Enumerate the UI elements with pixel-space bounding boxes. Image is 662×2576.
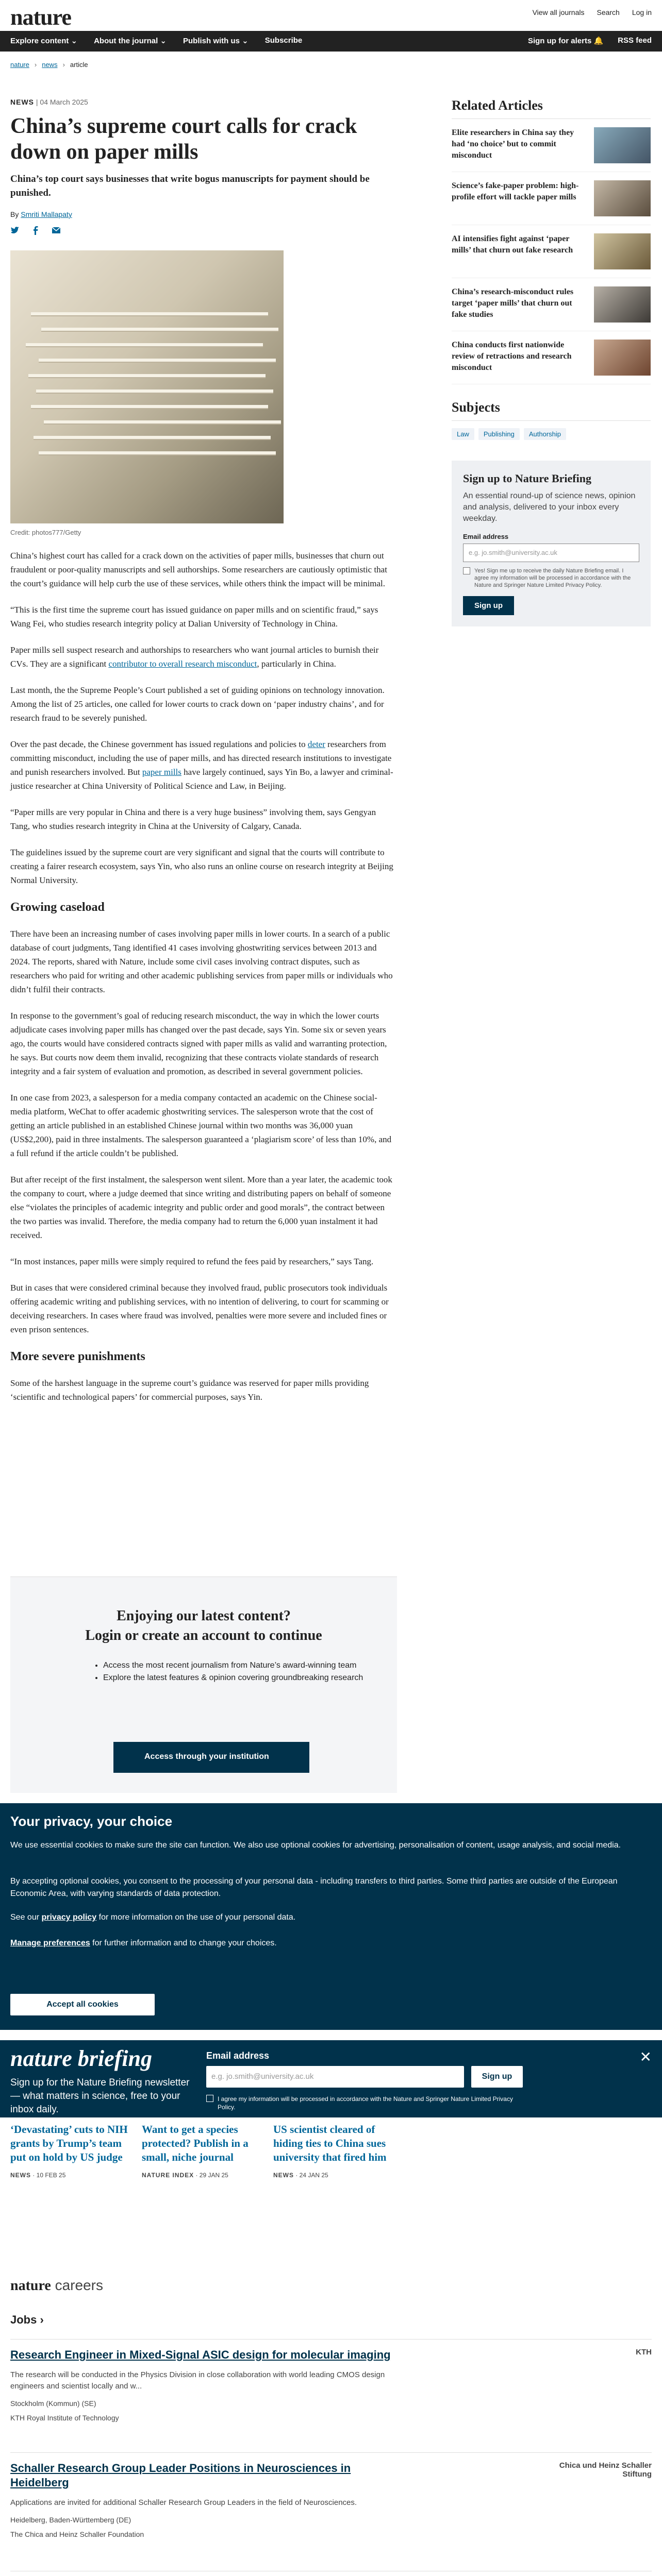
paragraph: Over the past decade, the Chinese government has issued regulations and policies to deter researchers from committing misconduct, including the use of paper mills, and has directed research institutions to investigate and punish researchers involved. But paper mills have largely continued, says Yin Bo, a lawyer and criminal-justice researcher at China University of Political Science and Law, in Beijing. [10,739,393,791]
inline-link[interactable]: paper mills [142,767,181,777]
share-links [10,226,397,235]
nav-publish[interactable]: Publish with us ⌄ [183,37,249,45]
email-field[interactable]: e.g. jo.smith@university.ac.uk [206,2066,464,2088]
image-caption: Credit: photos777/Getty [10,529,81,536]
subject-tag-law[interactable]: Law [452,428,474,440]
job-listing [10,2339,652,2422]
related-article[interactable]: China’s research-misconduct rules target ‘paper mills’ that churn out fake studies [452,278,651,331]
paper-stack [44,420,281,425]
paper-stack [28,374,266,378]
related-articles-heading: Related Articles [452,98,651,119]
paper-stack [34,436,271,440]
job-listing [10,2571,652,2576]
related-article[interactable]: AI intensifies fight against ‘paper mills’ that churn out fake research [452,225,651,278]
email-label: Email address [206,2050,270,2061]
privacy-text: We use essential cookies to make sure the site can function. We also use optional cookies for advertising, personalisation of content, usage analysis, and social media. [10,1841,621,1850]
article-standfirst: China’s top court says businesses that write bogus manuscripts for payment should be punished. [10,174,370,198]
job-description: Applications are invited for additional Schaller Research Group Leaders in the field of Neurosciences. [10,2498,357,2507]
institution-access-button[interactable]: Access through your institution [113,1742,309,1773]
email-field[interactable]: e.g. jo.smith@university.ac.uk [463,544,639,562]
jobs-heading[interactable]: Jobs › [10,2313,44,2326]
thumbnail [594,286,651,323]
promo-card[interactable]: Want to get a species protected? Publish in a small, niche journal NATURE INDEX · 29 JAN 25 [142,2123,263,2179]
article-date: 04 March 2025 [40,98,88,106]
paper-stack [26,343,263,347]
job-listing [10,2452,652,2538]
paragraph: But after receipt of the first instalment, the salesperson went silent. More than a year later, the academic took the company to court, where a judge deemed that since writing and distributing papers on behalf of someone else “violates the principles of academic integrity and public order and good morals”, the contract between the two parties was invalid. Therefore, the media company had to return the 6,000 yuan instalment it had received. [10,1175,392,1240]
consent-text: I agree my information will be processed in accordance with the Nature and Springer Nature Limited Privacy Policy. [218,2095,513,2111]
paragraph: China’s highest court has called for a crack down on the activities of paper mills, businesses that churn out fraudulent or poor-quality manuscripts and sell authorships. Some researchers are cautiously optimistic that the court’s guidance will help curb the use of these services, while others think the impact will be minimal. [10,551,387,588]
promo-title[interactable]: US scientist cleared of hiding ties to China sues university that fired him [273,2123,387,2163]
cookie-consent-banner [0,1803,662,2030]
related-article[interactable]: Science’s fake-paper problem: high-profile effort will tackle paper mills [452,172,651,225]
author-link[interactable]: Smriti Mallapaty [21,210,72,218]
briefing-logo: nature briefing [10,2046,153,2071]
privacy-text: Manage preferences for further information and to change your choices. [10,1939,277,1947]
paragraph: Last month, the the Supreme People’s Court published a set of guiding opinions on technology innovation. Among the list of 25 articles, one called for lower courts to crack down on ‘paper industry chains’, and for research fraud to be severely punished. [10,685,385,723]
privacy-policy-link[interactable]: privacy policy [41,1913,97,1922]
privacy-text: By accepting optional cookies, you consent to the processing of your personal data - including transfers to third parties. Some third parties are outside of the European Economic Area, with varying standards of data protection. [10,1877,618,1898]
promo-card[interactable]: ‘Devastating’ cuts to NIH grants by Trump’s team put on hold by US judge NEWS · 10 FEB 25 [10,2123,131,2179]
paywall-heading: Enjoying our latest content? [117,1608,291,1624]
briefing-banner [0,2040,662,2117]
privacy-text: See our privacy policy for more information on the use of your personal data. [10,1913,296,1922]
briefing-description: An essential round-up of science news, opinion and analysis, delivered to your inbox every weekday. [463,492,636,523]
briefing-heading: Sign up to Nature Briefing [463,472,591,485]
twitter-icon[interactable] [10,226,20,235]
breadcrumb [10,61,88,69]
article [10,98,397,1404]
close-icon[interactable]: ✕ [639,2049,652,2065]
promo-card[interactable]: US scientist cleared of hiding ties to China sues university that fired him NEWS · 24 JAN 25 [273,2123,394,2179]
paragraph: There have been an increasing number of cases involving paper mills in lower courts. In a search of a public database of court judgments, Tang identified 41 cases involving ghostwriting services between 2013 and 2024. The reports, shared with Nature, include some civil cases involving contract disputes, such as researchers who paid for writing and other academic publishing services from paper mills or individuals who didn’t fulfil their contracts. [10,929,393,994]
list-item: • Access the most recent journalism from Nature’s award-winning team [103,1659,397,1672]
paragraph: The guidelines issued by the supreme court are very significant and signal that the courts will contribute to creating a fairer research ecosystem, says Yin, who also runs an online course on research integrity at Beijing Normal University. [10,848,393,885]
top-bar [0,0,662,31]
job-employer: The Chica and Heinz Schaller Foundation [10,2530,144,2538]
consent-row [206,2095,516,2111]
job-title[interactable]: Schaller Research Group Leader Positions in Neurosciences in Heidelberg [10,2462,351,2489]
breadcrumb-news[interactable]: news [42,61,58,69]
nav-alerts[interactable]: Sign up for alerts 🔔 [527,37,604,45]
nav-rss[interactable]: RSS feed [618,36,652,45]
facebook-icon[interactable] [31,226,40,235]
nature-careers-logo[interactable]: nature careers [10,2277,103,2294]
consent-checkbox[interactable] [463,567,470,574]
consent-row [463,567,639,589]
main-nav [0,31,662,52]
accept-cookies-button[interactable]: Accept all cookies [10,1994,155,2015]
nav-subscribe[interactable]: Subscribe [264,36,303,45]
paper-stack [39,451,276,455]
paywall [10,1577,397,1793]
paragraph: “In most instances, paper mills were simply required to refund the fees paid by researchers,” says Tang. [10,1257,374,1266]
list-item: • Explore the latest features & opinion covering groundbreaking research [103,1672,397,1684]
top-links [533,8,652,16]
paper-stack [31,405,268,409]
job-title[interactable]: Research Engineer in Mixed-Signal ASIC design for molecular imaging [10,2348,391,2361]
manage-preferences-link[interactable]: Manage preferences [10,1939,90,1947]
privacy-heading: Your privacy, your choice [10,1814,173,1829]
signup-button[interactable]: Sign up [471,2066,523,2088]
subject-tag-publishing[interactable]: Publishing [478,428,520,440]
breadcrumb-article: article [70,61,88,69]
briefing-signup [452,461,651,626]
paragraph: In response to the government’s goal of reducing research misconduct, the way in which the lower courts adjudicate cases involving paper mills has changed over the past decade, says Yin. Some six or seven years ago, the courts would have considered contracts signed with paper mills as valid and warranting protection, he says. But courts now deem them invalid, recognizing that these contracts violate standards of research integrity and a fair system of evaluation and promotion, as described in several government policies. [10,1011,387,1076]
job-location: Stockholm (Kommun) (SE) [10,2399,96,2408]
login-link[interactable]: Log in [632,8,652,16]
paragraph: In one case from 2023, a salesperson for a media company contacted an academic on the Chinese social-media platform, WeChat to offer academic ghostwriting services. The salesperson wrote that the cost of getting an article published in an established Chinese journal within two months was 36,000 yuan (US$2,200), paid in three instalments. The salesperson guaranteed a ‘plagiarism score’ of less than 10%, and a full refund if the article couldn’t be published. [10,1093,392,1158]
paragraph: But in cases that were considered criminal because they involved fraud, public prosecutors took individuals offering academic writing and publishing services, with no intention of delivering, to court for scamming or deceiving researchers. In cases where fraud was involved, penalties were more severe and included fines or even prison sentences. [10,1283,389,1334]
related-article[interactable]: Elite researchers in China say they had ‘no choice’ but to commit misconduct [452,119,651,172]
paywall-benefits [93,1659,397,1684]
inline-link[interactable]: contributor to overall research misconduct [108,659,257,669]
nav-about-journal[interactable]: About the journal ⌄ [94,37,167,45]
article-meta: NEWS | 04 March 2025 [10,98,88,106]
thumbnail [594,233,651,269]
section-heading: Growing caseload [10,901,105,914]
email-label: Email address [463,533,509,540]
paragraph: “Paper mills are very popular in China and there is a very huge business” involving them, says Gengyan Tang, who studies research integrity in China at the University of Calgary, Canada. [10,807,376,831]
paragraph: Some of the harshest language in the supreme court’s guidance was reserved for paper mills providing ‘scientific and technological papers’ for commercial purposes, says Yin. [10,1378,369,1402]
paper-stack [36,389,273,394]
email-icon[interactable] [52,226,61,235]
thumbnail [594,127,651,163]
hero-image-paper-stacks [10,250,284,523]
sidebar [452,98,651,626]
subject-tags [452,428,651,440]
subjects-heading: Subjects [452,400,651,421]
signup-button[interactable]: Sign up [463,596,514,615]
job-location: Heidelberg, Baden-Württemberg (DE) [10,2516,131,2524]
paragraph: Paper mills sell suspect research and authorships to researchers who want journal articles to burnish their CVs. They are a significant contributor to overall research misconduct, particularly in China. [10,645,379,669]
section-heading: More severe punishments [10,1350,145,1363]
consent-text: Yes! Sign me up to receive the daily Nature Briefing email. I agree my information will be processed in accordance with the Nature and Springer Nature Limited Privacy Policy. [474,568,631,588]
paragraph: “This is the first time the supreme court has issued guidance on paper mills and on scientific fraud,” says Wang Fei, who studies research integrity policy at Dalian University of Technology in China. [10,605,378,629]
briefing-banner-text: Sign up for the Nature Briefing newsletter — what matters in science, free to your inbox daily. [10,2077,190,2115]
employer-logo: KTH [636,2348,652,2357]
job-employer: KTH Royal Institute of Technology [10,2414,119,2422]
breadcrumb-nature[interactable]: nature [10,61,29,69]
nav-explore-content[interactable]: Explore content ⌄ [10,37,78,45]
breadcrumb-separator: › [34,61,37,69]
breadcrumb-separator: › [62,61,65,69]
byline: By Smriti Mallapaty [10,210,72,218]
article-title: China’s supreme court calls for crack down on paper mills [10,114,357,164]
nature-logo[interactable]: nature [10,5,71,30]
paper-stack [41,328,278,332]
promo-row [10,2123,394,2179]
view-all-journals-link[interactable]: View all journals [532,8,585,16]
search-link[interactable]: Search [597,8,620,16]
subject-tag-authorship[interactable]: Authorship [524,428,566,440]
inline-link[interactable]: deter [307,739,325,749]
thumbnail [594,340,651,376]
related-article[interactable]: China conducts first nationwide review of retractions and research misconduct [452,331,651,384]
consent-checkbox[interactable] [206,2095,213,2102]
employer-logo: Chica und Heinz Schaller Stiftung [559,2461,652,2479]
thumbnail [594,180,651,216]
promo-title[interactable]: Want to get a species protected? Publish in a small, niche journal [142,2123,249,2163]
promo-title[interactable]: ‘Devastating’ cuts to NIH grants by Trump’s team put on hold by US judge [10,2123,128,2163]
paper-stack [31,312,268,316]
article-type: NEWS [10,98,34,106]
job-description: The research will be conducted in the Physics Division in close collaboration with world leading CMOS design engineers and scientist locally and w... [10,2370,385,2391]
paywall-subheading: Login or create an account to continue [85,1628,322,1643]
paper-stack [39,359,276,363]
